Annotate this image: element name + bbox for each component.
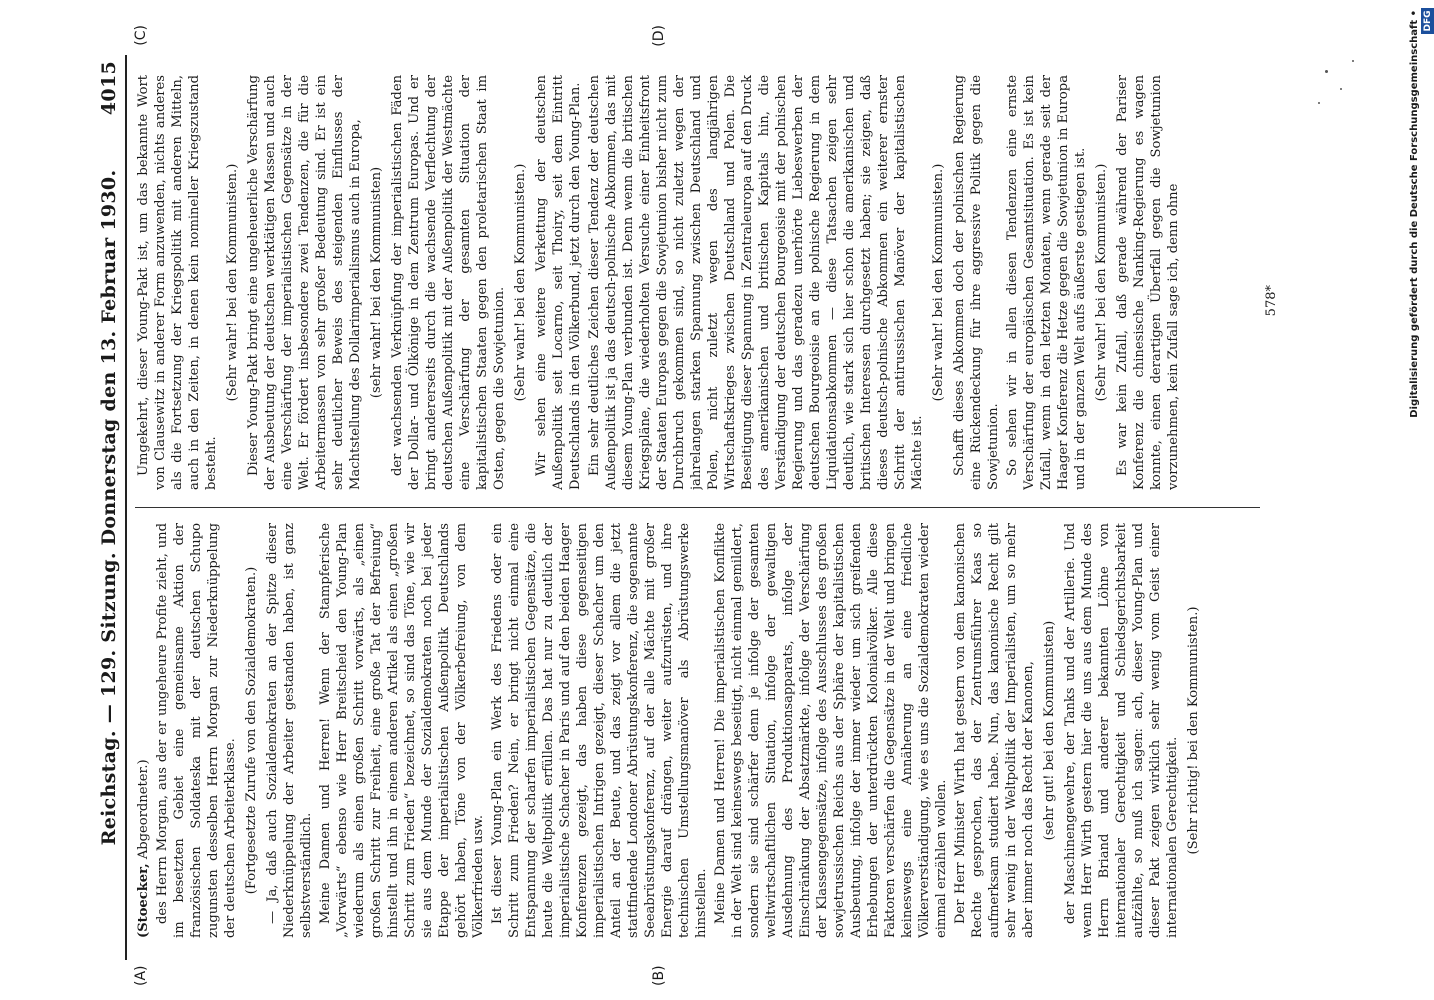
speaker-line [135,523,152,938]
page [95,25,1279,986]
interjection: (Sehr wahr! bei den Kommunisten.) [1094,163,1109,402]
margin-marker-d: (D) [651,25,667,47]
right-column [135,75,1265,490]
page-header [95,55,127,960]
interjection: (Sehr wahr! bei den Kommunisten.) [225,163,240,402]
paragraph: der Maschinengewehre, der Tanks und der Artillerie. Und wenn Herr Wirth gestern hier die uns aus dem Munde des Herrn Briand und anderer bekannten Löhne von internationaler Gerechtigkeit und Schiedsgerichtsbarkeit aufzählte, so muß ich sagen: ach, dieser Young-Plan und dieser Pakt zeigen wirklich sehr wenig vom Geist einer internationalen Gerechtigkeit. [1063,523,1180,938]
paragraph: Schafft dieses Abkommen doch der polnischen Regierung eine Rückendeckung für ihre aggressive Politik gegen die Sowjetunion. [952,75,1001,490]
paragraph: Dieser Young-Pakt bringt eine ungeheuerliche Verschärfung der Ausbeutung der deutschen werktätigen Massen und auch eine Verschärfung der imperialistischen Gegensätze in der Welt. Er fördert insbesondere zwei Tendenzen, die für die Arbeitermassen von sehr großer Bedeutung sind. Er ist ein sehr deutlicher Beweis des steigenden Einflusses der Machtstellung des Dollarimperialismus auch in Europa, [246,75,363,490]
dfg-logo [1421,8,1434,34]
paragraph: So sehen wir in allen diesen Tendenzen eine ernste Verschärfung der europäischen Gesamtsituation. Es ist kein Zufall, wenn in den letzten Monaten, wenn gerade seit der Haager Konferenz die Hetze gegen die Sowjetunion in Europa und in der ganzen Welt aufs äußerste gestiegen ist. [1005,75,1088,490]
paragraph: — Ja, daß auch Sozialdemokraten an der Spitze dieser Niederknüppelung der Arbeiter gestanden haben, ist ganz selbstverständlich. [265,523,314,938]
column-divider [135,507,1260,508]
scan-speck [1352,60,1354,62]
digitization-credit [1404,10,1426,990]
margin-marker-a: (A) [133,965,149,986]
credit-text: Digitalisierung gefördert durch die Deutsche Forschungsgemeinschaft • [1409,10,1420,418]
interjection: (Sehr richtig! bei den Kommunisten.) [1186,606,1201,855]
margin-marker-c: (C) [133,25,149,46]
paragraph: Es war kein Zufall, daß gerade während der Pariser Konferenz die chinesische Nanking-Regierung es wagen konnte, einen derartigen Überfall gegen die Sowjetunion vorzunehmen, kein Zufall sage ich, denn ohne [1115,75,1181,490]
paragraph: Ein sehr deutliches Zeichen dieser Tendenz der deutschen Außenpolitik ist ja das deutsch-polnische Abkommen, das mit diesem Young-Plan verbunden ist. Denn wenn die britischen Kriegspläne, die wiederholten Versuche einer Einheitsfront der Staaten Europas gegen die Sowjetunion bisher nicht zum Durchbruch gekommen sind, so nicht zuletzt wegen der jahrelangen starken Spannung zwischen Deutschland und Polen, nicht zuletzt wegen des langjährigen Wirtschaftskrieges zwischen Deutschland und Polen. Die Beseitigung dieser Spannung in Zentraleuropa auf den Druck des amerikanischen und britischen Kapitals hin, die Verständigung der deutschen Bourgeoisie mit der polnischen Regierung und das geradezu unerhörte Liebeswerben der deutschen Bourgeoisie an die polnische Regierung in dem Liquidationsabkommen — diese Tatsachen zeigen sehr deutlich, wie stark sich hier schon die amerikanischen und britischen Interessen durchgesetzt haben; sie zeigen, daß dieses deutsch-polnische Abkommen ein weiterer ernster Schritt der antirussischen Manöver der kapitalistischen Mächte ist. [587,75,925,490]
interjection: (sehr wahr! bei den Kommunisten) [369,166,384,399]
interjection: (Sehr wahr! bei den Kommunisten.) [931,163,946,402]
left-column [135,523,1265,938]
margin-marker-b: (B) [651,965,667,986]
scan-speck [1340,88,1342,90]
paragraph: des Herrn Morgan, aus der er ungeheure Profite zieht, und im besetzten Gebiet eine gemeinsame Aktion der französischen Soldateska mit der deutschen Schupo zugunsten desselben Herrn Morgan zur Niederknüppelung der deutschen Arbeiterklasse. [155,523,238,938]
interjection: (Fortgesetzte Zurufe von den Sozialdemokraten.) [244,566,259,895]
paragraph: der wachsenden Verknüpfung der imperialistischen Fäden der Dollar- und Ölkönige in dem Zentrum Europas. Und er bringt andererseits durch die wachsende Verflechtung der deutschen Außenpolitik mit der Außenpolitik der Westmächte eine Verschärfung der gesamten Situation der kapitalistischen Staaten gegen den proletarischen Staat im Osten, gegen die Sowjetunion. [390,75,507,490]
page-title: Reichstag. — 129. Sitzung. Donnerstag den 13. Februar 1930. [98,169,120,846]
paragraph: Der Herr Minister Wirth hat gestern von dem kanonischen Rechte gesprochen, das der Zentrumsführer Kaas so aufmerksam studiert habe. Nun, das kanonische Recht gilt sehr wenig in der Weltpolitik der Imperialisten, um so mehr aber immer noch das Recht der Kanonen, [953,523,1036,938]
interjection: (sehr gut! bei den Kommunisten) [1042,620,1057,841]
dfg-logo-text: DFG [1423,10,1433,32]
speaker-name: (Stoecker, [136,863,151,938]
paragraph: Umgekehrt, dieser Young-Pakt ist, um das bekannte Wort von Clausewitz in anderer Form anzuwenden, nichts anderes als die Fortsetzung der Kriegspolitik mit anderen Mitteln, auch in den Zeiten, in denen kein nomineller Kriegszustand besteht. [136,75,219,490]
speaker-role: Abgeordneter.) [136,759,151,864]
scan-speck [1325,70,1328,73]
paragraph: Ist dieser Young-Plan ein Werk des Friedens oder ein Schritt zum Frieden? Nein, er bringt nicht einmal eine Entspannung der scharfen imperialistischen Gegensätze, die heute die Weltpolitik erfüllen. Das hat nur zu deutlich der imperialistische Schacher in Paris und auf den beiden Haager Konferenzen gezeigt, das haben diese gegenseitigen imperialistischen Intrigen gezeigt, dieser Schacher um den Anteil an der Beute, und das zeigt vor allem die jetzt stattfindende Londoner Abrüstungskonferenz, die sogenannte Seeabrüstungskonferenz, auf der alle Mächte mit großer Energie darauf drängen, weiter aufzurüsten, und ihre technischen Umstellungsmanöver als Abrüstungswerke hinstellen. [490,523,709,938]
paragraph: Meine Damen und Herren! Wenn der Stampferische „Vorwärts“ ebenso wie Herr Breitscheid den Young-Plan wiederum als einen großen Schritt vorwärts, als „einen großen Schritt zur Freiheit, eine große Tat der Befreiung“ hinstellt und ihn in einem anderen Artikel als einen „großen Schritt zum Frieden“ bezeichnet, so sind das Töne, wie wir sie aus dem Munde der Sozialdemokraten noch bei jeder Etappe der imperialistischen Außenpolitik Deutschlands gehört haben, Töne von der Völkerbefreiung, von dem Völkerfrieden usw. [318,523,486,938]
signature-mark: 578* [1264,285,1279,317]
paragraph: Wir sehen eine weitere Verkettung der deutschen Außenpolitik seit Locarno, seit Thoiry, seit dem Eintritt Deutschlands in den Völkerbund, jetzt durch den Young-Plan. [534,75,583,490]
paragraph: Meine Damen und Herren! Die imperialistischen Konflikte in der Welt sind keineswegs beseitigt, nicht einmal gemildert, sondern sie sind schärfer denn je infolge der gesamten weltwirtschaftlichen Situation, infolge der gewaltigen Ausdehnung des Produktionsapparats, infolge der Einschränkung der Absatzmärkte, infolge der Verschärfung der Klassengegensätze, infolge des Ausschlusses des großen sowjetrussischen Reichs aus der Sphäre der kapitalistischen Ausbeutung, infolge der immer wieder um sich greifenden Erhebungen der unterdrückten Kolonialvölker. Alle diese Faktoren verschärfen die Gegensätze in der Welt und bringen keineswegs eine Annäherung an eine friedliche Völkerverständigung, wie es uns die Sozialdemokraten wieder einmal erzählen wollen. [713,523,949,938]
scan-speck [1318,102,1320,104]
interjection: (Sehr wahr! bei den Kommunisten.) [513,163,528,402]
page-number: 4015 [98,61,120,116]
